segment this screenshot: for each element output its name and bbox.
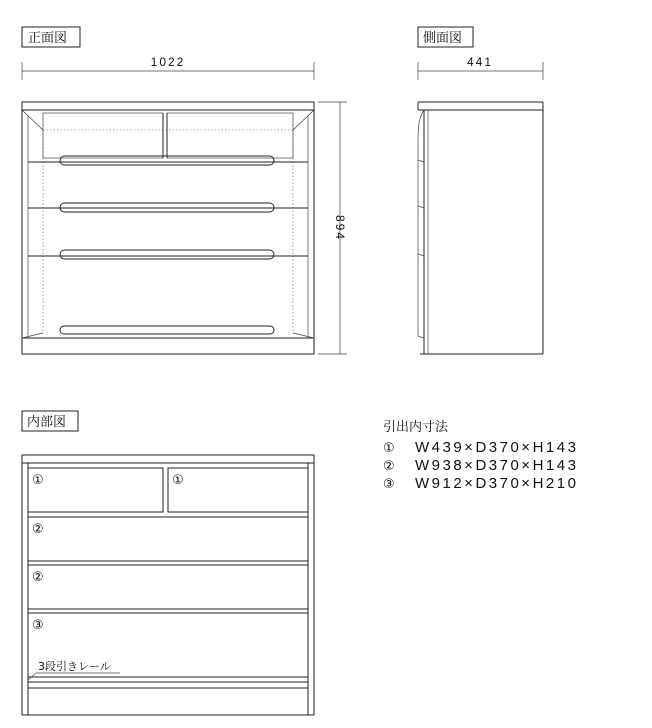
side-cabinet <box>418 102 543 354</box>
front-height-dimension <box>318 102 347 354</box>
internal-view-title: 内部図 <box>27 415 67 430</box>
drawer-mark-3: ③ <box>32 618 44 633</box>
drawer-specs <box>383 419 578 492</box>
internal-view <box>22 411 314 715</box>
front-handle-4 <box>60 326 274 334</box>
drawer-mark-2a: ② <box>32 522 44 537</box>
drawer-mark-2b: ② <box>32 570 44 585</box>
spec-text-2: W938×D370×H143 <box>415 457 579 474</box>
front-drawer-top-right <box>167 113 293 158</box>
spec-mark-3: ③ <box>383 477 395 492</box>
internal-drawer-1b <box>168 468 308 512</box>
rail-note: 3段引きレール <box>38 660 111 673</box>
drawer-mark-1a: ① <box>32 473 44 488</box>
spec-text-3: W912×D370×H210 <box>415 475 579 492</box>
side-depth-dimension <box>418 55 543 80</box>
spec-text-1: W439×D370×H143 <box>415 439 579 456</box>
front-view <box>22 27 347 354</box>
front-cabinet <box>22 102 314 354</box>
front-height-value: 894 <box>333 214 347 242</box>
front-width-value: 1022 <box>150 55 186 69</box>
internal-cabinet <box>22 455 314 715</box>
spec-mark-2: ② <box>383 459 395 474</box>
internal-drawer-2a <box>28 517 308 561</box>
spec-mark-1: ① <box>383 441 395 456</box>
front-view-title: 正面図 <box>28 31 68 46</box>
side-view-title: 側面図 <box>423 31 463 46</box>
internal-drawer-1a <box>28 468 163 512</box>
drawer-mark-1b: ① <box>172 473 184 488</box>
specs-heading: 引出内寸法 <box>383 420 449 435</box>
front-width-dimension <box>22 55 314 80</box>
front-handle-3 <box>60 250 274 259</box>
side-depth-value: 441 <box>466 55 494 69</box>
side-view <box>418 27 543 354</box>
internal-drawer-2b <box>28 565 308 609</box>
front-drawer-top-left <box>43 113 163 158</box>
